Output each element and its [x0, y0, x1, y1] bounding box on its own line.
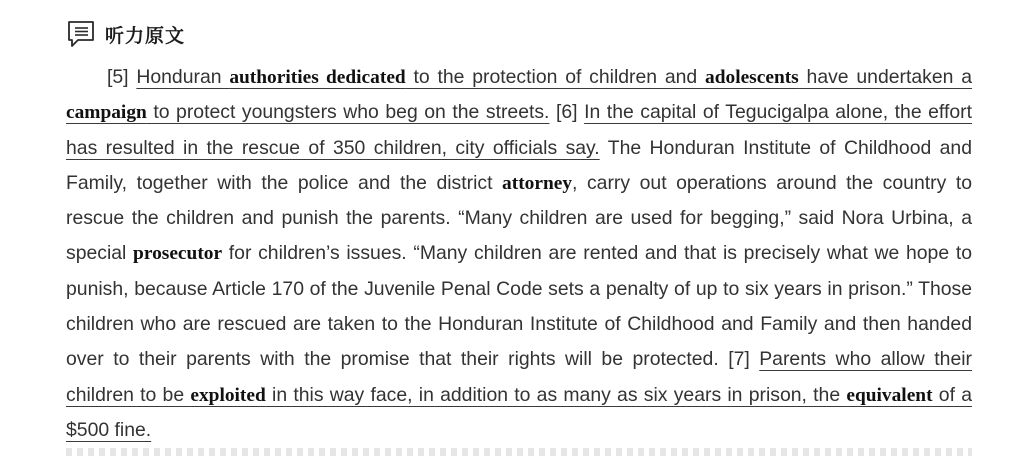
keyword-text: campaign — [66, 102, 147, 124]
next-line-cutoff — [66, 448, 972, 456]
passage-text: Honduran — [136, 66, 230, 88]
passage-text: to the protection of children and — [405, 66, 706, 88]
keyword-text: equivalent — [846, 384, 933, 406]
passage-text: have undertaken a — [798, 66, 972, 88]
passage-text: [5] — [107, 66, 137, 88]
transcript-icon — [66, 19, 96, 49]
passage-text: In the capital of Tegucigalpa alone, the effort has resulted in the rescue of 350 children, city officials say. — [66, 101, 972, 159]
passage-text: Parents who allow their children to be — [66, 348, 973, 406]
passage-text: , carry out operations around the country to rescue the children and punish the parents. “Many children are used for begging,” said Nora Urbina, a special — [66, 171, 972, 265]
keyword-text: attorney — [502, 172, 573, 194]
passage-text: The Honduran Institute of Childhood and Family, together with the police and the district — [66, 136, 973, 194]
passage-text: [6] — [549, 101, 585, 124]
keyword-text: authorities dedicated — [229, 67, 406, 88]
passage-text: to protect youngsters who beg on the streets. — [146, 101, 550, 124]
keyword-text: adolescents — [705, 67, 799, 88]
passage-text: of a $500 fine. — [66, 383, 972, 441]
passage-text: for children’s issues. “Many children are rented and that is precisely what we hope to punish, because Article 170 of the Juvenile Penal Code sets a penalty of up to six years in prison.” Those children who are rescued are taken to the Honduran Institute of Childhood and Family and then handed over to their parents with the promise that their rights will be protected. [7] — [66, 242, 972, 371]
section-title: 听力原文 — [105, 24, 186, 47]
keyword-text: exploited — [190, 384, 266, 406]
section-heading — [66, 18, 185, 50]
passage-text: in this way face, in addition to as many as six years in prison, the — [265, 383, 847, 406]
transcript-paragraph — [66, 60, 972, 448]
keyword-text: prosecutor — [133, 243, 223, 265]
